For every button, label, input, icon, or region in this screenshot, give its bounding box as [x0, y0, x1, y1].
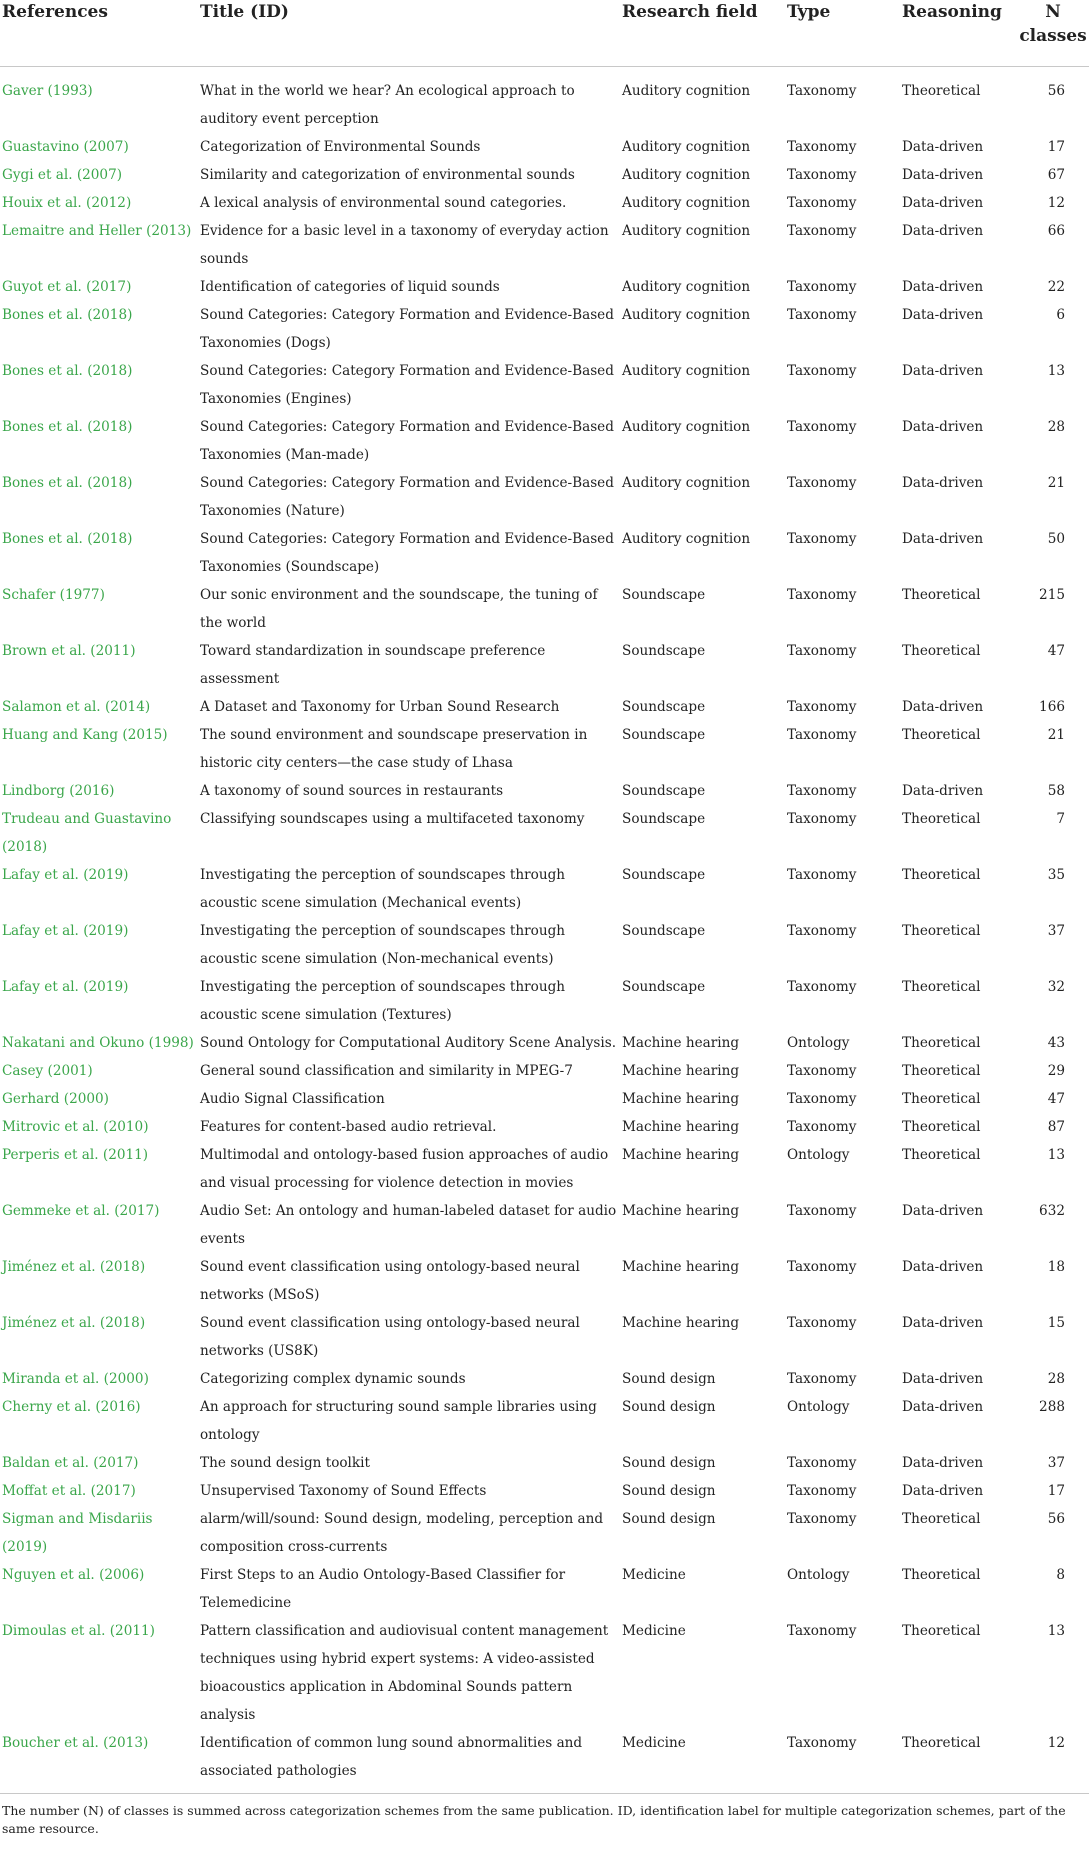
reference-link[interactable]: Bones et al. (2018) — [0, 301, 200, 357]
reference-link[interactable]: Nakatani and Okuno (1998) — [0, 1029, 200, 1057]
research-field-cell: Medicine — [622, 1617, 787, 1729]
table-row — [0, 1561, 1089, 1617]
type-cell: Taxonomy — [787, 1085, 902, 1113]
research-field-cell: Auditory cognition — [622, 189, 787, 217]
research-field-cell: Medicine — [622, 1561, 787, 1617]
reasoning-cell: Theoretical — [902, 1505, 1019, 1561]
n-classes-cell: 87 — [1019, 1113, 1089, 1141]
title-cell: Sound Categories: Category Formation and Evidence-Based Taxonomies (Engines) — [200, 357, 622, 413]
reference-link[interactable]: Gaver (1993) — [0, 67, 200, 134]
research-field-cell: Auditory cognition — [622, 217, 787, 273]
title-cell: A lexical analysis of environmental sound categories. — [200, 189, 622, 217]
n-classes-cell: 15 — [1019, 1309, 1089, 1365]
table-row — [0, 917, 1089, 973]
title-cell: Investigating the perception of soundscapes through acoustic scene simulation (Mechanical events) — [200, 861, 622, 917]
type-cell: Taxonomy — [787, 357, 902, 413]
reference-link[interactable]: Gerhard (2000) — [0, 1085, 200, 1113]
reasoning-cell: Data-driven — [902, 301, 1019, 357]
reference-link[interactable]: Gemmeke et al. (2017) — [0, 1197, 200, 1253]
reasoning-cell: Theoretical — [902, 1729, 1019, 1785]
research-field-cell: Sound design — [622, 1505, 787, 1561]
title-cell: Sound Categories: Category Formation and Evidence-Based Taxonomies (Dogs) — [200, 301, 622, 357]
type-cell: Taxonomy — [787, 1197, 902, 1253]
table-row — [0, 805, 1089, 861]
type-cell: Taxonomy — [787, 693, 902, 721]
title-cell: First Steps to an Audio Ontology-Based Classifier for Telemedicine — [200, 1561, 622, 1617]
table-row — [0, 67, 1089, 134]
type-cell: Taxonomy — [787, 1057, 902, 1085]
type-cell: Taxonomy — [787, 301, 902, 357]
title-cell: Audio Signal Classification — [200, 1085, 622, 1113]
type-cell: Taxonomy — [787, 777, 902, 805]
reference-link[interactable]: Bones et al. (2018) — [0, 357, 200, 413]
reference-link[interactable]: Huang and Kang (2015) — [0, 721, 200, 777]
research-field-cell: Auditory cognition — [622, 413, 787, 469]
table-row — [0, 1029, 1089, 1057]
type-cell: Ontology — [787, 1141, 902, 1197]
table-row — [0, 357, 1089, 413]
n-classes-cell: 215 — [1019, 581, 1089, 637]
reasoning-cell: Data-driven — [902, 693, 1019, 721]
reference-link[interactable]: Lemaitre and Heller (2013) — [0, 217, 200, 273]
research-field-cell: Soundscape — [622, 805, 787, 861]
table-row — [0, 861, 1089, 917]
table-row — [0, 1449, 1089, 1477]
table-row — [0, 1113, 1089, 1141]
type-cell: Taxonomy — [787, 1617, 902, 1729]
title-cell: Evidence for a basic level in a taxonomy of everyday action sounds — [200, 217, 622, 273]
table-row — [0, 301, 1089, 357]
n-classes-cell: 12 — [1019, 1729, 1089, 1785]
reference-link[interactable]: Casey (2001) — [0, 1057, 200, 1085]
research-field-cell: Auditory cognition — [622, 357, 787, 413]
reference-link[interactable]: Guyot et al. (2017) — [0, 273, 200, 301]
research-field-cell: Soundscape — [622, 861, 787, 917]
reasoning-cell: Theoretical — [902, 1057, 1019, 1085]
table-row — [0, 693, 1089, 721]
n-classes-cell: 17 — [1019, 133, 1089, 161]
title-cell: Sound Ontology for Computational Auditory Scene Analysis. — [200, 1029, 622, 1057]
table-row — [0, 133, 1089, 161]
title-cell: Investigating the perception of soundscapes through acoustic scene simulation (Non-mechanical events) — [200, 917, 622, 973]
type-cell: Taxonomy — [787, 721, 902, 777]
reasoning-cell: Theoretical — [902, 805, 1019, 861]
table-row — [0, 637, 1089, 693]
research-field-cell: Machine hearing — [622, 1141, 787, 1197]
reference-link[interactable]: Houix et al. (2012) — [0, 189, 200, 217]
type-cell: Taxonomy — [787, 525, 902, 581]
reference-link[interactable]: Nguyen et al. (2006) — [0, 1561, 200, 1617]
reasoning-cell: Data-driven — [902, 1197, 1019, 1253]
n-classes-cell: 12 — [1019, 189, 1089, 217]
reference-link[interactable]: Cherny et al. (2016) — [0, 1393, 200, 1449]
table-row — [0, 1309, 1089, 1365]
table-row — [0, 777, 1089, 805]
reference-link[interactable]: Sigman and Misdariis (2019) — [0, 1505, 200, 1561]
header-reasoning: Reasoning — [902, 0, 1019, 67]
title-cell: Toward standardization in soundscape preference assessment — [200, 637, 622, 693]
reasoning-cell: Data-driven — [902, 777, 1019, 805]
research-field-cell: Machine hearing — [622, 1113, 787, 1141]
research-field-cell: Auditory cognition — [622, 133, 787, 161]
n-classes-cell: 47 — [1019, 637, 1089, 693]
research-field-cell: Soundscape — [622, 581, 787, 637]
n-classes-cell: 67 — [1019, 161, 1089, 189]
n-classes-cell: 28 — [1019, 413, 1089, 469]
table-row — [0, 1393, 1089, 1449]
reasoning-cell: Theoretical — [902, 67, 1019, 134]
reasoning-cell: Theoretical — [902, 1113, 1019, 1141]
n-classes-cell: 17 — [1019, 1477, 1089, 1505]
n-classes-cell: 43 — [1019, 1029, 1089, 1057]
type-cell: Taxonomy — [787, 67, 902, 134]
reference-link[interactable]: Baldan et al. (2017) — [0, 1449, 200, 1477]
table-row — [0, 1057, 1089, 1085]
table-row — [0, 161, 1089, 189]
table-row — [0, 217, 1089, 273]
type-cell: Taxonomy — [787, 1253, 902, 1309]
reasoning-cell: Theoretical — [902, 1029, 1019, 1057]
reference-link[interactable]: Lafay et al. (2019) — [0, 917, 200, 973]
reasoning-cell: Data-driven — [902, 273, 1019, 301]
research-field-cell: Auditory cognition — [622, 67, 787, 134]
table-row — [0, 273, 1089, 301]
reference-link[interactable]: Lafay et al. (2019) — [0, 861, 200, 917]
reference-link[interactable]: Trudeau and Guastavino (2018) — [0, 805, 200, 861]
reasoning-cell: Theoretical — [902, 1617, 1019, 1729]
title-cell: Sound Categories: Category Formation and Evidence-Based Taxonomies (Nature) — [200, 469, 622, 525]
type-cell: Ontology — [787, 1029, 902, 1057]
n-classes-cell: 37 — [1019, 1449, 1089, 1477]
title-cell: What in the world we hear? An ecological approach to auditory event perception — [200, 67, 622, 134]
title-cell: An approach for structuring sound sample libraries using ontology — [200, 1393, 622, 1449]
reference-link[interactable]: Moffat et al. (2017) — [0, 1477, 200, 1505]
n-classes-cell: 6 — [1019, 301, 1089, 357]
research-field-cell: Sound design — [622, 1365, 787, 1393]
n-classes-cell: 8 — [1019, 1561, 1089, 1617]
research-field-cell: Machine hearing — [622, 1197, 787, 1253]
table-row — [0, 469, 1089, 525]
reasoning-cell: Data-driven — [902, 161, 1019, 189]
header-references: References — [0, 0, 200, 67]
reference-link[interactable]: Miranda et al. (2000) — [0, 1365, 200, 1393]
title-cell: General sound classification and similarity in MPEG-7 — [200, 1057, 622, 1085]
reference-link[interactable]: Bones et al. (2018) — [0, 525, 200, 581]
research-field-cell: Auditory cognition — [622, 301, 787, 357]
table-row — [0, 973, 1089, 1029]
type-cell: Taxonomy — [787, 273, 902, 301]
research-field-cell: Machine hearing — [622, 1085, 787, 1113]
type-cell: Taxonomy — [787, 189, 902, 217]
reasoning-cell: Data-driven — [902, 1365, 1019, 1393]
header-row — [0, 0, 1089, 67]
type-cell: Taxonomy — [787, 1505, 902, 1561]
n-classes-cell: 21 — [1019, 721, 1089, 777]
type-cell: Taxonomy — [787, 917, 902, 973]
reference-link[interactable]: Lafay et al. (2019) — [0, 973, 200, 1029]
reasoning-cell: Theoretical — [902, 581, 1019, 637]
research-field-cell: Soundscape — [622, 693, 787, 721]
reasoning-cell: Data-driven — [902, 189, 1019, 217]
reasoning-cell: Theoretical — [902, 637, 1019, 693]
title-cell: Sound Categories: Category Formation and Evidence-Based Taxonomies (Soundscape) — [200, 525, 622, 581]
reference-link[interactable]: Mitrovic et al. (2010) — [0, 1113, 200, 1141]
research-field-cell: Machine hearing — [622, 1057, 787, 1085]
reference-link[interactable]: Jiménez et al. (2018) — [0, 1309, 200, 1365]
n-classes-cell: 13 — [1019, 1141, 1089, 1197]
n-classes-cell: 632 — [1019, 1197, 1089, 1253]
type-cell: Taxonomy — [787, 133, 902, 161]
table-footnote: The number (N) of classes is summed across categorization schemes from the same publication. ID, identification label for multiple categorization schemes, part of the same resource. — [0, 1793, 1089, 1838]
title-cell: Identification of common lung sound abnormalities and associated pathologies — [200, 1729, 622, 1785]
title-cell: Features for content-based audio retrieval. — [200, 1113, 622, 1141]
n-classes-cell: 56 — [1019, 67, 1089, 134]
reference-link[interactable]: Gygi et al. (2007) — [0, 161, 200, 189]
title-cell: Investigating the perception of soundscapes through acoustic scene simulation (Textures) — [200, 973, 622, 1029]
type-cell: Taxonomy — [787, 1113, 902, 1141]
research-field-cell: Sound design — [622, 1449, 787, 1477]
n-classes-cell: 13 — [1019, 357, 1089, 413]
table-row — [0, 413, 1089, 469]
table-body — [0, 67, 1089, 1786]
research-field-cell: Machine hearing — [622, 1253, 787, 1309]
title-cell: Categorization of Environmental Sounds — [200, 133, 622, 161]
table-row — [0, 581, 1089, 637]
reasoning-cell: Theoretical — [902, 973, 1019, 1029]
type-cell: Taxonomy — [787, 1449, 902, 1477]
table-row — [0, 1477, 1089, 1505]
title-cell: Similarity and categorization of environmental sounds — [200, 161, 622, 189]
reasoning-cell: Data-driven — [902, 1253, 1019, 1309]
title-cell: Sound Categories: Category Formation and Evidence-Based Taxonomies (Man-made) — [200, 413, 622, 469]
reference-link[interactable]: Boucher et al. (2013) — [0, 1729, 200, 1785]
reasoning-cell: Theoretical — [902, 1561, 1019, 1617]
table-row — [0, 1141, 1089, 1197]
reasoning-cell: Data-driven — [902, 469, 1019, 525]
title-cell: A taxonomy of sound sources in restaurants — [200, 777, 622, 805]
reasoning-cell: Data-driven — [902, 525, 1019, 581]
title-cell: Classifying soundscapes using a multifaceted taxonomy — [200, 805, 622, 861]
header-n-classes: N classes — [1019, 0, 1089, 67]
title-cell: Identification of categories of liquid sounds — [200, 273, 622, 301]
title-cell: The sound environment and soundscape preservation in historic city centers—the case study of Lhasa — [200, 721, 622, 777]
n-classes-cell: 47 — [1019, 1085, 1089, 1113]
research-field-cell: Sound design — [622, 1477, 787, 1505]
table-row — [0, 189, 1089, 217]
table-row — [0, 721, 1089, 777]
reference-link[interactable]: Brown et al. (2011) — [0, 637, 200, 693]
type-cell: Taxonomy — [787, 469, 902, 525]
type-cell: Taxonomy — [787, 1477, 902, 1505]
research-field-cell: Sound design — [622, 1393, 787, 1449]
reference-link[interactable]: Bones et al. (2018) — [0, 469, 200, 525]
reference-link[interactable]: Dimoulas et al. (2011) — [0, 1617, 200, 1729]
research-field-cell: Soundscape — [622, 973, 787, 1029]
n-classes-cell: 28 — [1019, 1365, 1089, 1393]
reasoning-cell: Data-driven — [902, 1477, 1019, 1505]
reference-link[interactable]: Guastavino (2007) — [0, 133, 200, 161]
table-row — [0, 1085, 1089, 1113]
reasoning-cell: Data-driven — [902, 1309, 1019, 1365]
research-field-cell: Soundscape — [622, 777, 787, 805]
reference-link[interactable]: Salamon et al. (2014) — [0, 693, 200, 721]
title-cell: alarm/will/sound: Sound design, modeling, perception and composition cross-currents — [200, 1505, 622, 1561]
type-cell: Taxonomy — [787, 805, 902, 861]
n-classes-cell: 29 — [1019, 1057, 1089, 1085]
n-classes-cell: 56 — [1019, 1505, 1089, 1561]
reasoning-cell: Theoretical — [902, 917, 1019, 973]
title-cell: The sound design toolkit — [200, 1449, 622, 1477]
n-classes-cell: 18 — [1019, 1253, 1089, 1309]
reference-link[interactable]: Jiménez et al. (2018) — [0, 1253, 200, 1309]
type-cell: Taxonomy — [787, 581, 902, 637]
n-classes-cell: 288 — [1019, 1393, 1089, 1449]
reasoning-cell: Theoretical — [902, 721, 1019, 777]
type-cell: Taxonomy — [787, 861, 902, 917]
title-cell: Audio Set: An ontology and human-labeled dataset for audio events — [200, 1197, 622, 1253]
reasoning-cell: Data-driven — [902, 217, 1019, 273]
title-cell: Unsupervised Taxonomy of Sound Effects — [200, 1477, 622, 1505]
reasoning-cell: Data-driven — [902, 413, 1019, 469]
type-cell: Ontology — [787, 1393, 902, 1449]
table-row — [0, 525, 1089, 581]
n-classes-cell: 13 — [1019, 1617, 1089, 1729]
research-field-cell: Auditory cognition — [622, 525, 787, 581]
research-field-cell: Auditory cognition — [622, 469, 787, 525]
research-field-cell: Soundscape — [622, 637, 787, 693]
type-cell: Taxonomy — [787, 1365, 902, 1393]
table-row — [0, 1505, 1089, 1561]
reasoning-cell: Theoretical — [902, 861, 1019, 917]
title-cell: Sound event classification using ontology-based neural networks (US8K) — [200, 1309, 622, 1365]
n-classes-cell: 166 — [1019, 693, 1089, 721]
reference-link[interactable]: Perperis et al. (2011) — [0, 1141, 200, 1197]
reasoning-cell: Data-driven — [902, 357, 1019, 413]
title-cell: Multimodal and ontology-based fusion approaches of audio and visual processing for violence detection in movies — [200, 1141, 622, 1197]
type-cell: Taxonomy — [787, 637, 902, 693]
type-cell: Taxonomy — [787, 217, 902, 273]
type-cell: Taxonomy — [787, 973, 902, 1029]
research-field-cell: Machine hearing — [622, 1309, 787, 1365]
research-field-cell: Medicine — [622, 1729, 787, 1785]
reasoning-cell: Data-driven — [902, 1449, 1019, 1477]
title-cell: Our sonic environment and the soundscape, the tuning of the world — [200, 581, 622, 637]
n-classes-cell: 37 — [1019, 917, 1089, 973]
research-field-cell: Auditory cognition — [622, 161, 787, 189]
research-field-cell: Soundscape — [622, 917, 787, 973]
type-cell: Taxonomy — [787, 161, 902, 189]
n-classes-cell: 7 — [1019, 805, 1089, 861]
type-cell: Taxonomy — [787, 1729, 902, 1785]
table-row — [0, 1729, 1089, 1785]
n-classes-cell: 32 — [1019, 973, 1089, 1029]
title-cell: A Dataset and Taxonomy for Urban Sound Research — [200, 693, 622, 721]
reasoning-cell: Theoretical — [902, 1085, 1019, 1113]
research-field-cell: Soundscape — [622, 721, 787, 777]
n-classes-cell: 21 — [1019, 469, 1089, 525]
type-cell: Ontology — [787, 1561, 902, 1617]
n-classes-cell: 50 — [1019, 525, 1089, 581]
title-cell: Pattern classification and audiovisual content management techniques using hybrid expert systems: A video-assisted bioacoustics application in Abdominal Sounds pattern analysis — [200, 1617, 622, 1729]
reference-link[interactable]: Schafer (1977) — [0, 581, 200, 637]
reference-link[interactable]: Bones et al. (2018) — [0, 413, 200, 469]
title-cell: Sound event classification using ontology-based neural networks (MSoS) — [200, 1253, 622, 1309]
header-research-field: Research field — [622, 0, 787, 67]
header-type: Type — [787, 0, 902, 67]
n-classes-cell: 66 — [1019, 217, 1089, 273]
title-cell: Categorizing complex dynamic sounds — [200, 1365, 622, 1393]
research-field-cell: Machine hearing — [622, 1029, 787, 1057]
table-row — [0, 1365, 1089, 1393]
reasoning-cell: Data-driven — [902, 133, 1019, 161]
type-cell: Taxonomy — [787, 1309, 902, 1365]
n-classes-cell: 58 — [1019, 777, 1089, 805]
reference-link[interactable]: Lindborg (2016) — [0, 777, 200, 805]
type-cell: Taxonomy — [787, 413, 902, 469]
table-row — [0, 1617, 1089, 1729]
table-row — [0, 1197, 1089, 1253]
reasoning-cell: Data-driven — [902, 1393, 1019, 1449]
n-classes-cell: 35 — [1019, 861, 1089, 917]
reasoning-cell: Theoretical — [902, 1141, 1019, 1197]
research-field-cell: Auditory cognition — [622, 273, 787, 301]
header-title: Title (ID) — [200, 0, 622, 67]
n-classes-cell: 22 — [1019, 273, 1089, 301]
table-row — [0, 1253, 1089, 1309]
